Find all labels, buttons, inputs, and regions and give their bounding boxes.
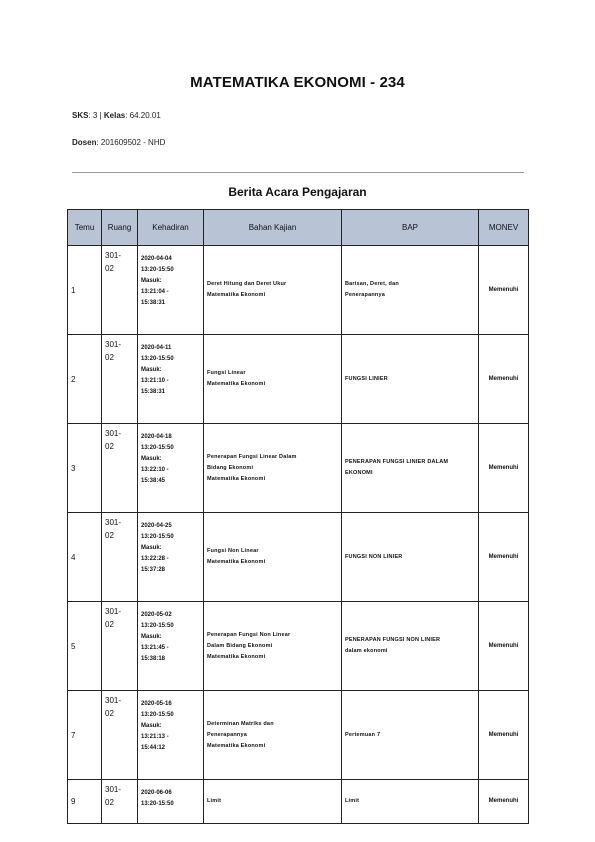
column-header-bahan-kajian: Bahan Kajian [204,210,342,246]
bap-cell: Pertemuan 7 [342,691,479,780]
kehadiran-cell: 2020-04-18 13:20-15:50 Masuk: 13:22:10 - 15:38:45 [138,424,204,513]
ruang-cell: 301- 02 [102,513,138,602]
bahan-kajian-cell: Fungsi Linear Matematika Ekonomi [204,335,342,424]
temu-cell: 7 [68,691,102,780]
bahan-kajian-cell: Penerapan Fungsi Non Linear Dalam Bidang Ekonomi Matematika Ekonomi [204,602,342,691]
monev-cell: Memenuhi [479,513,529,602]
temu-cell: 3 [68,424,102,513]
dosen-value: : 201609502 - NHD [96,138,166,147]
kehadiran-cell: 2020-05-02 13:20-15:50 Masuk: 13:21:45 - 15:38:18 [138,602,204,691]
divider [72,172,524,173]
bahan-kajian-cell: Penerapan Fungsi Linear Dalam Bidang Ekonomi Matematika Ekonomi [204,424,342,513]
table-header-row [68,210,529,246]
kehadiran-cell: 2020-04-25 13:20-15:50 Masuk: 13:22:28 - 15:37:28 [138,513,204,602]
ruang-cell: 301- 02 [102,691,138,780]
bahan-kajian-cell: Fungsi Non Linear Matematika Ekonomi [204,513,342,602]
sks-kelas-line [72,111,161,120]
table-row [68,335,529,424]
kehadiran-cell: 2020-06-06 13:20-15:50 [138,780,204,824]
attendance-table [67,209,529,824]
kelas-label: Kelas [103,111,126,120]
table-row [68,424,529,513]
temu-cell: 4 [68,513,102,602]
section-title: Berita Acara Pengajaran [228,185,367,199]
temu-cell: 1 [68,246,102,335]
bap-cell: PENERAPAN FUNGSI NON LINIER dalam ekonomi [342,602,479,691]
table-body [68,246,529,824]
bap-cell: FUNGSI LINIER [342,335,479,424]
monev-cell: Memenuhi [479,246,529,335]
monev-cell: Memenuhi [479,691,529,780]
table-row [68,602,529,691]
kehadiran-cell: 2020-04-11 13:20-15:50 Masuk: 13:21:10 - 15:38:31 [138,335,204,424]
kelas-value: : 64.20.01 [125,111,161,120]
sks-value: : 3 | [88,111,104,120]
table-row [68,246,529,335]
table-row [68,513,529,602]
column-header-temu: Temu [68,210,102,246]
bap-cell: Limit [342,780,479,824]
temu-cell: 9 [68,780,102,824]
bap-cell: PENERAPAN FUNGSI LINIER DALAM EKONOMI [342,424,479,513]
monev-cell: Memenuhi [479,780,529,824]
kehadiran-cell: 2020-04-04 13:20-15:50 Masuk: 13:21:04 - 15:38:31 [138,246,204,335]
document-title: MATEMATIKA EKONOMI - 234 [190,74,405,91]
monev-cell: Memenuhi [479,602,529,691]
table-row [68,780,529,824]
kehadiran-cell: 2020-05-16 13:20-15:50 Masuk: 13:21:13 - 15:44:12 [138,691,204,780]
ruang-cell: 301- 02 [102,602,138,691]
column-header-monev: MONEV [479,210,529,246]
sks-label: SKS [72,111,89,120]
ruang-cell: 301- 02 [102,246,138,335]
dosen-line [72,138,165,147]
temu-cell: 5 [68,602,102,691]
table-row [68,691,529,780]
ruang-cell: 301- 02 [102,780,138,824]
column-header-ruang: Ruang [102,210,138,246]
temu-cell: 2 [68,335,102,424]
bap-cell: Barisan, Deret, dan Penerapannya [342,246,479,335]
bap-cell: FUNGSI NON LINIER [342,513,479,602]
bahan-kajian-cell: Deret Hitung dan Deret Ukur Matematika Ekonomi [204,246,342,335]
bahan-kajian-cell: Limit [204,780,342,824]
column-header-kehadiran: Kehadiran [138,210,204,246]
bahan-kajian-cell: Determinan Matriks dan Penerapannya Matematika Ekonomi [204,691,342,780]
column-header-bap: BAP [342,210,479,246]
dosen-label: Dosen [72,138,97,147]
ruang-cell: 301- 02 [102,424,138,513]
ruang-cell: 301- 02 [102,335,138,424]
monev-cell: Memenuhi [479,424,529,513]
monev-cell: Memenuhi [479,335,529,424]
